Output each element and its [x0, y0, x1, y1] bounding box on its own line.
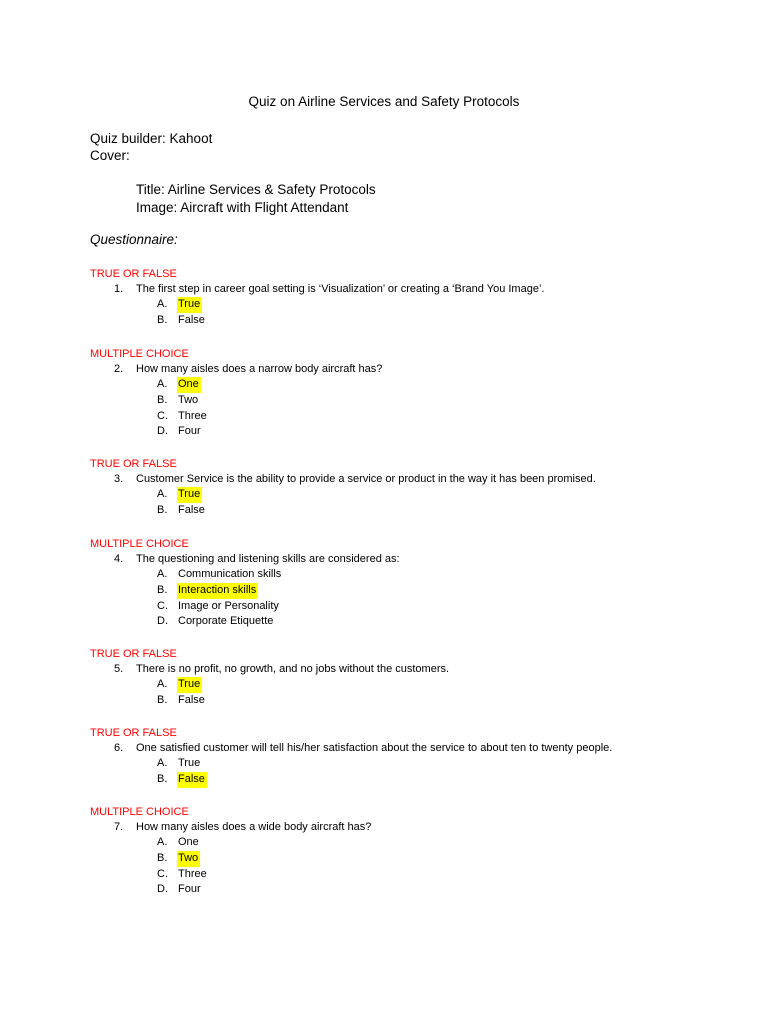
question-block — [90, 457, 730, 519]
page-title: Quiz on Airline Services and Safety Protocols — [248, 94, 520, 109]
option-text: True — [178, 757, 201, 769]
answer-option — [90, 487, 730, 503]
question-number: 2. — [114, 363, 124, 375]
option-text: False — [178, 313, 205, 326]
option-letter: B. — [157, 772, 168, 785]
option-letter: A. — [157, 378, 168, 390]
answer-option — [90, 882, 730, 898]
answer-option — [90, 867, 730, 883]
option-letter: A. — [157, 298, 168, 310]
option-text: Three — [178, 409, 207, 422]
option-text: Two — [178, 393, 199, 406]
question-text: How many aisles does a wide body aircraft has? — [136, 821, 372, 833]
question-line — [90, 820, 730, 835]
answer-option — [90, 409, 730, 425]
answer-option — [90, 772, 730, 788]
option-text: False — [178, 693, 205, 706]
answer-option — [90, 567, 730, 583]
option-letter: D. — [157, 425, 168, 438]
option-text: Corporate Etiquette — [178, 615, 274, 628]
option-letter: D. — [157, 615, 168, 628]
option-letter: A. — [157, 836, 168, 848]
option-letter: B. — [157, 851, 168, 864]
question-block — [90, 805, 730, 898]
answer-option — [90, 377, 730, 393]
question-block — [90, 347, 730, 440]
option-text-correct-highlighted: Two — [177, 851, 200, 867]
answer-option — [90, 599, 730, 615]
answer-option — [90, 851, 730, 867]
question-block — [90, 726, 730, 788]
option-text-correct-highlighted: True — [177, 677, 202, 693]
question-block — [90, 537, 730, 630]
answer-option — [90, 583, 730, 599]
question-type-label: TRUE OR FALSE — [90, 268, 177, 280]
option-letter: A. — [157, 678, 168, 690]
question-line — [90, 472, 730, 487]
question-line — [90, 662, 730, 677]
question-number: 5. — [114, 663, 124, 675]
question-type-label: MULTIPLE CHOICE — [90, 538, 189, 550]
option-text: One — [178, 836, 199, 848]
question-text: How many aisles does a narrow body aircraft has? — [136, 363, 383, 375]
option-text: Image or Personality — [178, 599, 279, 612]
question-block — [90, 647, 730, 709]
question-line — [90, 741, 730, 756]
option-letter: B. — [157, 503, 168, 516]
option-letter: B. — [157, 313, 168, 326]
option-text: Four — [178, 425, 201, 438]
answer-option — [90, 614, 730, 630]
option-letter: B. — [157, 693, 168, 706]
option-text-correct-highlighted: Interaction skills — [177, 583, 258, 599]
option-letter: D. — [157, 883, 168, 896]
option-text-correct-highlighted: True — [177, 297, 202, 313]
answer-option — [90, 693, 730, 709]
answer-option — [90, 503, 730, 519]
cover-title: Title: Airline Services & Safety Protocols — [136, 182, 376, 197]
question-type-label: MULTIPLE CHOICE — [90, 806, 189, 818]
option-letter: A. — [157, 757, 168, 769]
question-number: 4. — [114, 553, 124, 565]
question-number: 3. — [114, 473, 124, 485]
option-text: Four — [178, 883, 201, 896]
questionnaire-heading: Questionnaire: — [90, 232, 178, 247]
question-block — [90, 267, 730, 329]
quiz-builder-label: Quiz builder: Kahoot — [90, 131, 213, 146]
question-type-label: TRUE OR FALSE — [90, 727, 177, 739]
question-line — [90, 362, 730, 377]
option-letter: B. — [157, 583, 168, 596]
question-line — [90, 552, 730, 567]
answer-option — [90, 677, 730, 693]
question-number: 1. — [114, 283, 124, 295]
option-text-correct-highlighted: One — [177, 377, 201, 393]
question-number: 6. — [114, 742, 124, 754]
answer-option — [90, 424, 730, 440]
question-type-label: TRUE OR FALSE — [90, 458, 177, 470]
question-text: The questioning and listening skills are considered as: — [136, 553, 400, 565]
question-type-label: TRUE OR FALSE — [90, 648, 177, 660]
answer-option — [90, 835, 730, 851]
option-text-correct-highlighted: False — [177, 772, 207, 788]
question-number: 7. — [114, 821, 124, 833]
option-letter: C. — [157, 409, 168, 422]
option-text: Three — [178, 867, 207, 880]
question-type-label: MULTIPLE CHOICE — [90, 348, 189, 360]
option-letter: A. — [157, 488, 168, 500]
answer-option — [90, 297, 730, 313]
question-text: There is no profit, no growth, and no jobs without the customers. — [136, 663, 450, 675]
question-text: One satisfied customer will tell his/her satisfaction about the service to about ten to twenty people. — [136, 742, 613, 754]
question-line — [90, 282, 730, 297]
cover-image: Image: Aircraft with Flight Attendant — [136, 200, 349, 215]
option-letter: C. — [157, 867, 168, 880]
cover-label: Cover: — [90, 148, 130, 163]
question-text: The first step in career goal setting is ‘Visualization’ or creating a ‘Brand You Image’. — [136, 283, 545, 295]
answer-option — [90, 313, 730, 329]
option-letter: C. — [157, 599, 168, 612]
option-text: Communication skills — [178, 568, 282, 580]
option-text: False — [178, 503, 205, 516]
option-letter: A. — [157, 568, 168, 580]
option-letter: B. — [157, 393, 168, 406]
question-text: Customer Service is the ability to provide a service or product in the way it has been promised. — [136, 473, 596, 485]
answer-option — [90, 393, 730, 409]
option-text-correct-highlighted: True — [177, 487, 202, 503]
answer-option — [90, 756, 730, 772]
